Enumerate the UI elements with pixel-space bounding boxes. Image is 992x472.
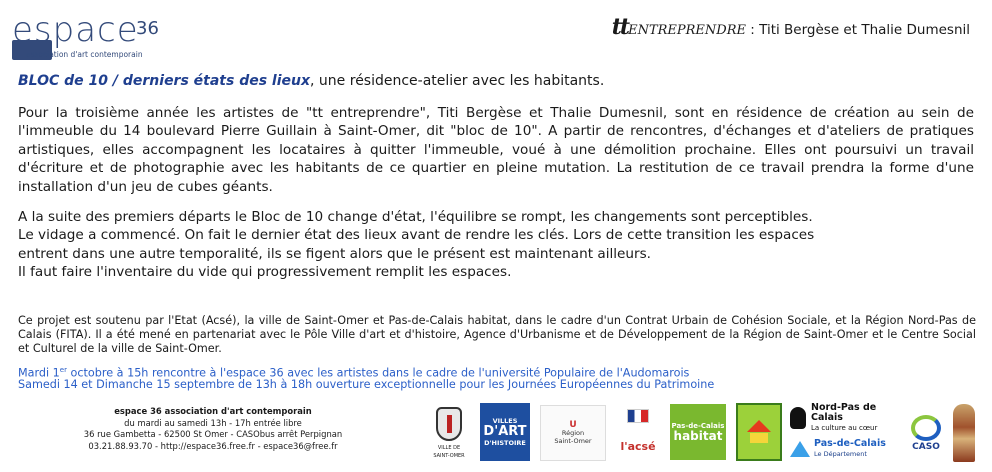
flag-icon (627, 409, 649, 423)
npc-subtitle: La culture au cœur (811, 424, 878, 432)
main-content (18, 72, 974, 292)
villes-top: VILLES (492, 417, 518, 425)
paragraph-2-line: A la suite des premiers départs le Bloc de 10 change d'état, l'équilibre se rompt, les changements sont perceptibles. (18, 209, 813, 226)
acse-label: l'acsé (620, 440, 656, 453)
tt-word: ENTREPRENDRE (628, 23, 746, 38)
title-strong: BLOC de 10 / derniers états des lieux (18, 73, 311, 89)
tower-logo (948, 401, 980, 465)
villes-art-histoire-logo (480, 403, 530, 461)
npc-text (811, 403, 904, 433)
urbanisme-logo (540, 405, 606, 461)
pdc-subtitle: Le Département (814, 450, 867, 458)
contact-hours: du mardi au samedi 13h - 17h entrée libre (124, 417, 302, 428)
artists-names: : Titi Bergèse et Thalie Dumesnil (746, 22, 970, 38)
centre-social-logo (736, 403, 782, 461)
habitat-big: habitat (673, 428, 723, 443)
npc-title: Nord-Pas de Calais (811, 403, 877, 423)
departement-icon (790, 441, 810, 457)
page-title (18, 72, 974, 90)
republique-logo (616, 403, 660, 431)
event-1-text: octobre à 15h rencontre à l'espace 36 avec les artistes dans le cadre de l'université Populaire de l'Audomarois (66, 366, 690, 380)
urba-letter: U (569, 420, 577, 430)
paragraph-2-line: entrent dans une autre temporalité, ils se figent alors que le présent est maintenant ailleurs. (18, 245, 652, 262)
nord-pas-de-calais-logo (790, 403, 904, 433)
crest-icon (436, 407, 462, 441)
paragraph-1: Pour la troisième année les artistes de "tt entreprendre", Titi Bergèse et Thalie Dumesnil, sont en résidence de création au sein de l'immeuble du 14 boulevard Pierre Guillain à Saint-Omer, dit "bloc de 10". A partir de rencontres, d'échanges et d'ateliers de pratiques artistiques, elles accompagnent les locataires à quitter l'immeuble, voué à une démolition prochaine. Elles ont poursuivi un travail d'écriture et de photographie avec les habitants de ce quartier en pleine mutation. La restitution de ce travail prendra la forme d'une installation d'un jeu de cubes géants. (18, 105, 974, 195)
event-1-sup: er (59, 366, 67, 374)
pas-de-calais-departement-logo (790, 436, 904, 462)
villes-big: D'ART (483, 424, 527, 439)
caso-label: CASO (912, 442, 940, 452)
event-1-prefix: Mardi 1 (18, 366, 60, 380)
saint-omer-label: VILLE DE SAINT-OMER (433, 444, 465, 459)
contact-title: espace 36 association d'art contemporain (114, 406, 312, 416)
paragraph-2 (18, 208, 974, 282)
contact-phone-web: 03.21.88.93.70 - http://espace36.free.fr - espace36@free.fr (88, 440, 338, 451)
logo-brand: espace (12, 10, 139, 50)
pas-de-calais-habitat-logo (670, 404, 726, 460)
villes-bottom: D'HISTOIRE (484, 439, 526, 447)
house-body-icon (750, 433, 768, 443)
support-text: Ce projet est soutenu par l'Etat (Acsé), la ville de Saint-Omer et Pas-de-Calais habitat, dans le cadre d'un Contrat Urbain de Cohésion Sociale, et la Région Nord-Pas de Calais (FITA). Il a été mené en partenariat avec le Pôle Ville d'art et d'histoire, Agence d'Urbanisme et de Développement de la Région de Saint-Omer et le Centre Social et Culturel de la ville de Saint-Omer. (18, 314, 976, 355)
tt-mark: tt (611, 14, 629, 40)
artists-header (612, 14, 970, 40)
paragraph-2-line: Le vidage a commencé. On fait le dernier état des lieux avant de rendre les clés. Lors de cette transition les espaces (18, 227, 815, 244)
habitat-top: Pas-de-Calais (671, 421, 725, 430)
logo-tagline: association d'art contemporain (26, 50, 143, 59)
logo-number: 36 (136, 18, 159, 39)
event-2: Samedi 14 et Dimanche 15 septembre de 13h à 18h ouverture exceptionnelle pour les Journées Européennes du Patrimoine (18, 378, 715, 391)
pdc-title: Pas-de-Calais (814, 438, 886, 449)
urba-line-2: Saint-Omer (554, 437, 592, 445)
saint-omer-logo (430, 403, 468, 463)
swoosh-icon (911, 415, 941, 441)
contact-address: 36 rue Gambetta - 62500 St Omer - CASObus arrêt Perpignan (83, 429, 343, 440)
espace36-logo (12, 10, 182, 60)
pdc-text (814, 439, 886, 459)
acse-logo (616, 433, 660, 461)
house-roof-icon (747, 420, 771, 432)
paragraph-2-line: Il faut faire l'inventaire du vide qui progressivement remplit les espaces. (18, 264, 512, 281)
title-rest: , une résidence-atelier avec les habitants. (310, 73, 605, 89)
caso-logo (906, 403, 946, 463)
contact-block (28, 406, 398, 452)
urba-line-1: Région (561, 429, 585, 437)
tower-icon (953, 404, 975, 462)
region-icon (790, 407, 806, 429)
